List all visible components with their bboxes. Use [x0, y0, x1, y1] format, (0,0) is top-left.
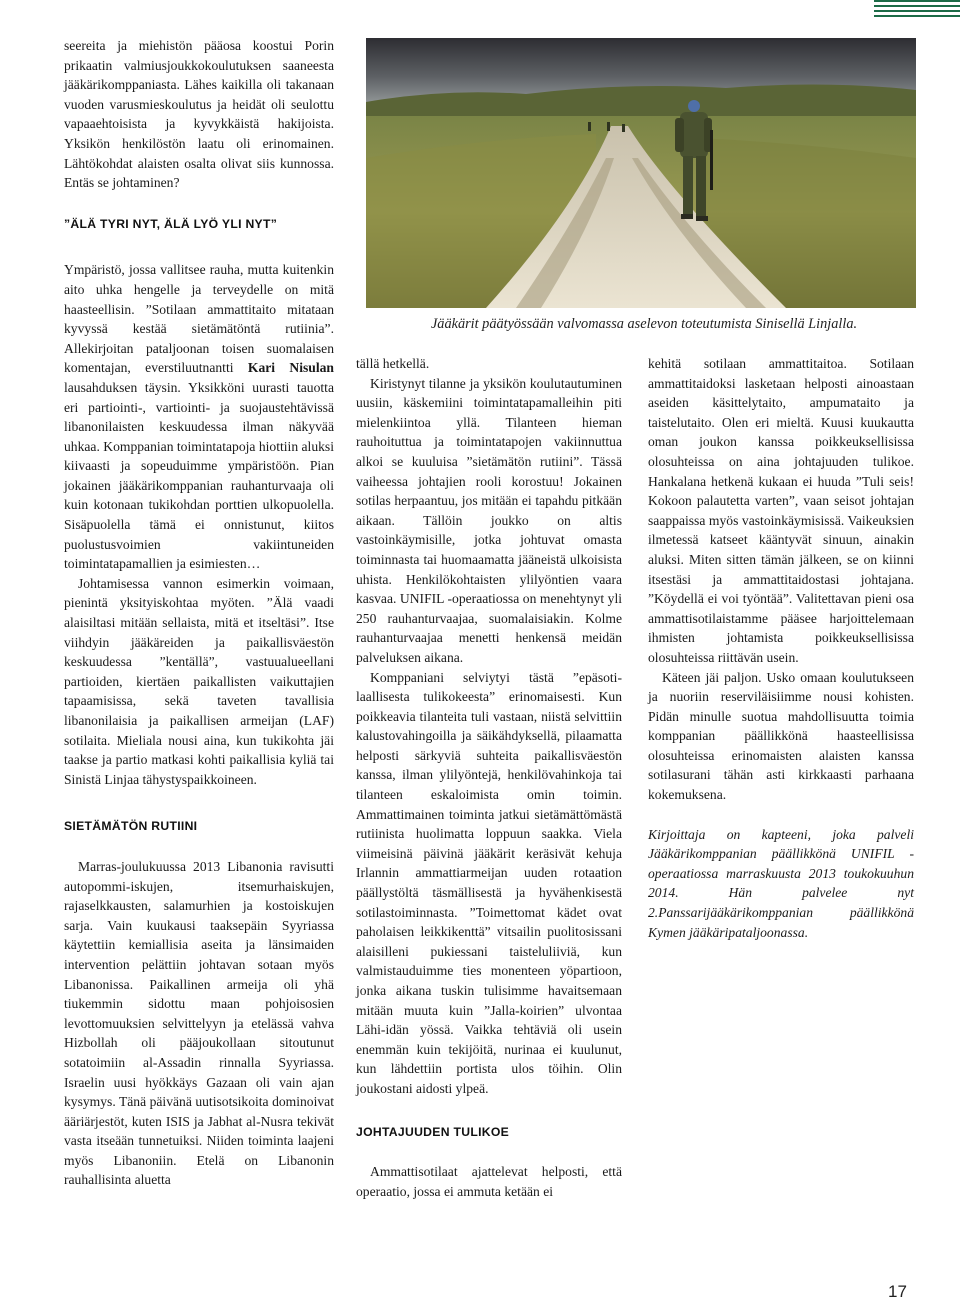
col1-paragraph-4: Marras-joulukuussa 2013 Libanonia ravisutti autopommi-iskujen, itsemurhaiskujen, rajaselkkausten, salamurhien ja kostoiskujen sarja. Vain kuukausi taaksepäin Syyriassa käytettiin kemiallisia aseita ja länsimaiden intervention pelättiin johtavan sotaan myös Libanonissa. Paikallinen armeija oli yhä tiukemmin sidottu maan pohjoisosien levottomuuksien selvittelyyn ja etelässä vahva Hizbollah oli pääjoukollaan sitoutunut sotatoimiin al-Assadin rinnalla Syyriassa. Israelin uusi hyökkäys Gazaan oli vain ajan kysymys. Tänä päivänä uutisotsikoita dominoivat ääriärjestöt, kuten ISIS ja Jabhat al-Nusra tekivät vasta itseään tunnetuiksi. Niiden toiminta laajeni myös Libanoniin. Etelä on Libanonin rauhallisinta aluetta: [64, 858, 334, 1188]
col3-paragraph-2: Käteen jäi paljon. Usko omaan koulutukseen ja nuoriin reserviläisiimme nousi kohisten. Pidän minulle suotua mahdollisuutta toimia komppanian päällikkönä haasteellisissa olosuhteissa erinomaisten alaisten kanssa sotilasurani tähän asti kirkkaasti parhaana kokemuksena.: [648, 669, 914, 803]
corner-decoration: [874, 0, 960, 22]
page-number: 17: [888, 1282, 907, 1301]
photo-caption: Jääkärit päätyössään valvomassa aselevon toteutumista Sinisellä Linjalla.: [430, 316, 858, 332]
col2-paragraph-3: Komppaniani selviytyi tästä ”epäsotilaallisesta tulikokeesta” erinomaisesti. Kun poikkeavia tilanteita tuli vastaan, niistä selvittiin kalustovahingoilla ja säikähdyksellä, pilaamatta helposti särkyviä suhteita paikallisväestön kanssa, ilman ylilyöntejä, henkilövahinkoja tai tilanteen eskaloimista omin toimin. Ammattimainen toiminta jatkui sietämättömästä rutiinista huolimatta loppuun saakka. Viela viimeisinä päivinä jääkärit keräsivät kehuja Irlannin ammattiarmeijan uuden rotaation päällystöltä täsmällisestä ja hyvähenkisestä sotilastoiminnasta. ”Toimettomat kädet ovat paholaisen leikkikenttä” vitsailin puolitosissani alaisilleni pukiessani taisteluliiviä, kun valmistauduimme ties monenteen yöpartioon, jonka aikana tuskin tulisimme havaitsemaan mitään muuta kuin ”Jalla-koirien” ulvontaa Lähi-idän yössä. Vaikka tehtäviä oli usein enemmän kuin tekijöitä, nurinaa ei kuulunut, kun lähdettiin portista ulos töihin. Olin joukostani aidosti ylpeä.: [356, 669, 622, 1096]
person-name-kari-nisula: Kari Nisulan: [247, 360, 334, 376]
col1-paragraph-1: seereita ja miehistön pääosa koostui Porin prikaatin valmiusjoukkokoulutuksen saaneesta jääkärikomppaniasta. Lähes kaikilla oli takanaan vuoden varusmieskoulutus ja heidät oli seulottu vapaaehtoisista ja kyvykkäistä hakijoista. Yksikön henkilöstön laatu oli erinomainen. Lähtökohdat alaisten osalta olivat siis kunnossa. Entäs se johtaminen?: [64, 38, 334, 191]
author-bio: Kirjoittaja on kapteeni, joka palveli Jääkärikomppanian päällikkönä UNIFIL -operaatiossa marraskuusta 2013 toukokuuhun 2014. Hän palvelee nyt 2.Panssarijääkärikomppanian päällikkönä Kymen jääkäripataljoonassa.: [648, 826, 914, 940]
section-heading-sietamaton-rutiini: SIETÄMÄTÖN RUTIINI: [64, 819, 198, 834]
column-right: [648, 354, 914, 942]
col2-paragraph-1: tällä hetkellä.: [356, 356, 430, 371]
col1-paragraph-2-text-a: Ympäristö, jossa vallitsee rauha, mutta kuitenkin aito uhka hengelle ja terveydelle on mitä haasteellisin. ”Sotilaan ammattitaito mitataan kyvyssä kestää sietämätöntä rutiinia”. Allekirjoitan pataljoonan toisen suomalaisen komentajan, everstiluutnantti: [64, 262, 334, 376]
column-middle: [356, 354, 622, 1201]
section-heading-ala-tyri: ”ÄLÄ TYRI NYT, ÄLÄ LYÖ YLI NYT”: [64, 216, 278, 231]
col1-paragraph-2-text-b: lausahduksen täysin. Yksikköni uurasti tauotta eri partiointi-, vartiointi- ja suojaustehtävissä libanonilaisten keskuudessa ilman näkyvää uhkaa. Komppanian toimintatapoja hiottiin aluksi kiivaasti ja sopeuduimme ympäristöön. Pian jokainen jääkärikomppanian rauhanturvaaja oli kuin kotonaan tukikohdan porttien ulkopuolella. Sisäpuolella tämä ei onnistunut, kiitos puolustusvoimien vakiintuneiden toimintatapamallien ja esimiesten…: [64, 379, 334, 572]
col2-paragraph-2: Kiristynyt tilanne ja yksikön koulutautuminen uusiin, käskemiini toimintatapamalleihin piti mielenkiintoa yllä. Tilanteen hieman rauhoituttua ja toimintatapojen vakiinnuttua alkoi se kuuluisa ”sietämätön rutiini”. Tässä vaiheessa johtajien rooli korostuu! Jokainen sotilas herpaantuu, jos mitään ei tapahdu pitkään aikaan. Tällöin joukko on altis vastoinkäymisille, jotka johtuvat omasta toiminnasta tai huomaamatta jääneistä ulkoisista uhista. Henkilökohtaisten ylilyöntien vaara kasvaa. UNIFIL -operaatiossa on menehtynyt yli 250 rauhanturvaajaa, suomalaisiakin. Kolme rauhanturvaajaa menetti henkensä meidän palveluksen aikana.: [356, 375, 622, 665]
article-photo: [366, 38, 916, 308]
col1-paragraph-2: [64, 260, 334, 574]
col1-paragraph-3: Johtamisessa vannon esimerkin voimaan, pienintä yksityiskohtaa myöten. ”Älä vaadi alaisiltasi mitään sellaista, mitä et itseltäsi”. Itse viihdyin jääkäreiden ja paikallisväestön keskuudessa ”kentällä”, vastuualueellani partioiden, kiertäen paikallisten vaikuttajien tapaamisissa, sekä taveten tavallisia libanonilaisia ja paikallisen armeijan (LAF) sotilaita. Mieliala nousi aina, kun tukikohta jäi taakse ja partio matkasi kohti paikallisia kyliä tai Sinistä Linjaa tähystyspaikkoineen.: [64, 575, 334, 787]
column-left: [64, 36, 334, 1190]
col2-paragraph-4: Ammattisotilaat ajattelevat helposti, että operaatio, jossa ei ammuta ketään ei: [356, 1164, 622, 1199]
col3-paragraph-1: kehitä sotilaan ammattitaitoa. Sotilaan ammattitaidoksi lasketaan helposti ainoastaan aseiden käsittelytaito, ampumataito ja taistelutaito. Olen eri mieltä. Kuusi kuukautta oman joukon kanssa poikkeuksellisissa olosuhteissa on aina johtajuuden tulikoe. Hankalana hetkenä kukaan ei huuda ”Tuli seis! Kokoon palautetta varten”, vaan seisot johtajan saappaissa myös vastoinkäymisissä. Vaikeuksien ilmetessä katseet kääntyvät sinuun, ainakin aluksi. Miten sitten tämän jälkeen, se on kiinni itsestäsi ja ammattitaidostasi johtajana. ”Köydellä ei voi työntää”. Valitettavan pieni osa ammattisotilaistamme pääsee harjoittelemaan ihmisten johtamista poikkeuksellisissa olosuhteissa riittävän usein.: [648, 356, 914, 665]
section-heading-johtajuuden-tulikoe: JOHTAJUUDEN TULIKOE: [356, 1124, 510, 1139]
